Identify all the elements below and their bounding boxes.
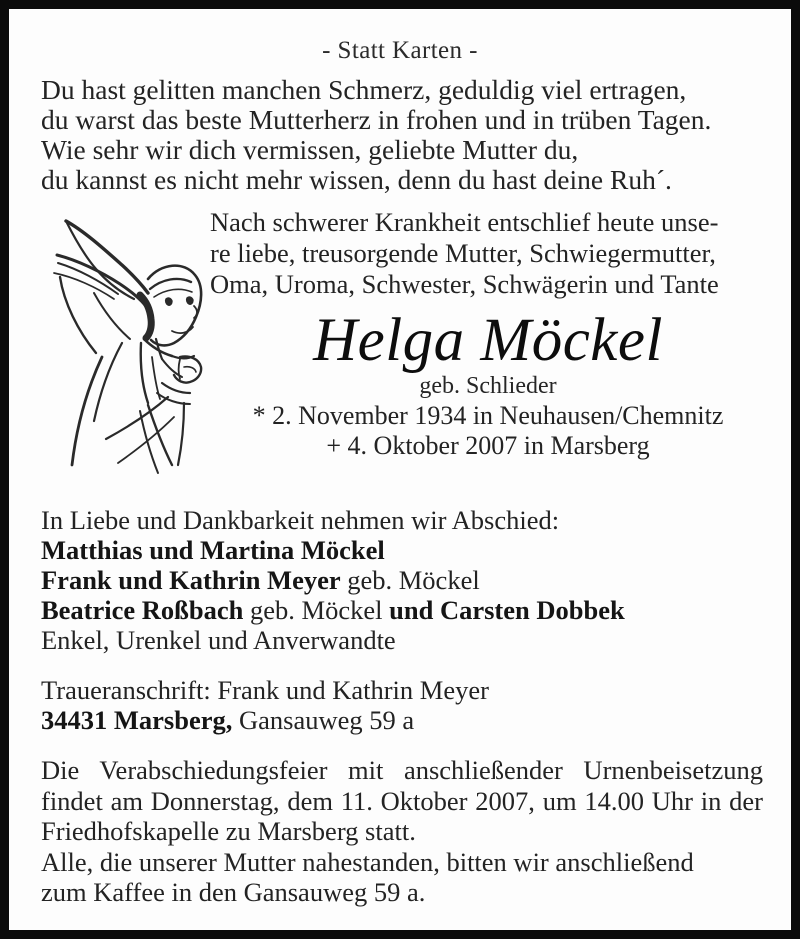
mourner-suffix-2: geb. Möckel — [340, 565, 480, 595]
mourner-name-1: Matthias und Martina Möckel — [41, 535, 385, 565]
poem-line-4: du kannst es nicht mehr wissen, denn du hast deine Ruh´. — [41, 164, 672, 195]
invitation-line-1: Alle, die unserer Mutter nahestanden, bitten wir anschließend — [41, 846, 694, 877]
mourning-address-block — [32, 675, 768, 735]
address-street: Gansauweg 59 a — [232, 705, 415, 735]
mourners-block — [32, 505, 768, 655]
intro-text — [210, 207, 766, 300]
coffee-invitation — [41, 847, 763, 908]
mourner-line-4 — [41, 625, 768, 655]
mourner-name-2: Frank und Kathrin Meyer — [41, 565, 341, 595]
intro-line-2: re liebe, treusorgende Mutter, Schwiegermutter, — [210, 238, 716, 268]
intro-text-column — [210, 207, 768, 461]
mourner-relatives: Enkel, Urenkel und Anverwandte — [41, 625, 396, 655]
intro-line-3: Oma, Uroma, Schwester, Schwägerin und Tante — [210, 269, 719, 299]
poem-line-3: Wie sehr wir dich vermissen, geliebte Mutter du, — [41, 134, 579, 165]
ceremony-paragraph: Die Verabschiedungsfeier mit anschließender Urnenbeisetzung findet am Donnerstag, dem 11. Oktober 2007, um 14.00 Uhr in der Friedhofskapelle zu Marsberg statt. — [41, 755, 763, 846]
notice-sheet — [9, 9, 791, 930]
ceremony-block — [32, 755, 768, 908]
birth-date-line: * 2. November 1934 in Neuhausen/Chemnitz — [252, 401, 724, 430]
mourner-line-3 — [41, 595, 768, 625]
mourners-lead: In Liebe und Dankbarkeit nehmen wir Abschied: — [41, 505, 560, 535]
address-label: Traueranschrift: Frank und Kathrin Meyer — [41, 675, 489, 705]
address-city: 34431 Marsberg, — [41, 705, 233, 735]
intro-line-1: Nach schwerer Krankheit entschlief heute unse- — [210, 207, 719, 237]
mourner-line-2 — [41, 565, 768, 595]
announcement-section — [32, 207, 768, 485]
mourner-name-3a: Beatrice Roßbach — [41, 595, 244, 625]
memorial-poem — [32, 75, 768, 195]
invitation-line-2: zum Kaffee in den Gansauweg 59 a. — [41, 877, 426, 907]
statt-karten-header: - Statt Karten - — [322, 37, 478, 64]
mourner-name-3b: und Carsten Dobbek — [389, 595, 625, 625]
death-date-line: + 4. Oktober 2007 in Marsberg — [326, 431, 650, 460]
mourner-suffix-3: geb. Möckel — [243, 595, 390, 625]
praying-angel-icon — [44, 207, 204, 485]
deceased-name: Helga Möckel — [313, 307, 663, 374]
mourner-line-1 — [41, 535, 768, 565]
deceased-birth-name: geb. Schlieder — [419, 373, 557, 399]
poem-line-1: Du hast gelitten manchen Schmerz, geduldig viel ertragen, — [41, 74, 687, 105]
address-line — [41, 705, 768, 735]
poem-line-2: du warst das beste Mutterherz in frohen und in trüben Tagen. — [41, 104, 712, 135]
